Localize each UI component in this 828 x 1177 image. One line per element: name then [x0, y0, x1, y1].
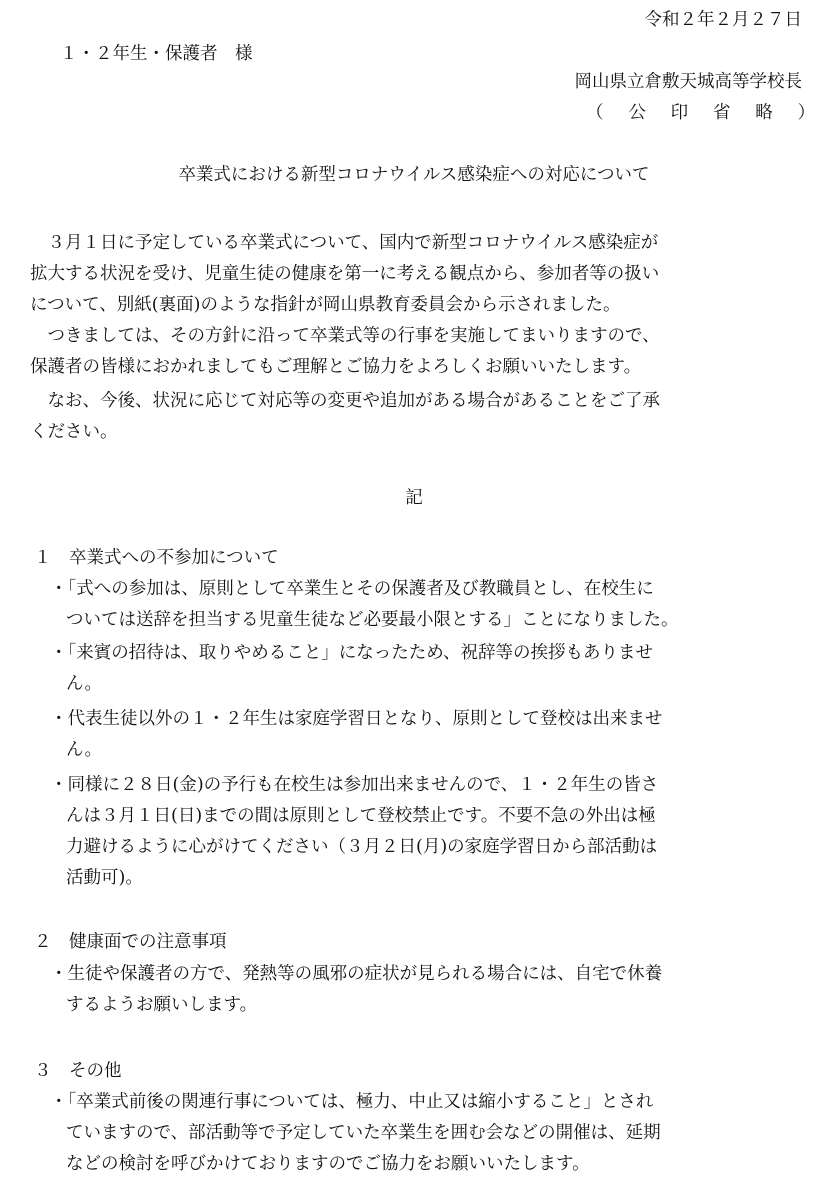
bullet-line: 力避けるように心がけてください（３月２日(月)の家庭学習日から部活動は: [66, 837, 658, 857]
bullet-item: [50, 574, 679, 636]
bullet-line: 活動可)。: [66, 868, 143, 888]
bullet-line: ・同様に２８日(金)の予行も在校生は参加出来ませんので、１・２年生の皆さ: [50, 775, 659, 795]
bullet-item: [50, 770, 658, 894]
document-title: 卒業式における新型コロナウイルス感染症への対応について: [178, 165, 650, 185]
sender-name: 岡山県立倉敷天城高等学校長: [574, 72, 802, 92]
bullet-line: ・「式への参加は、原則として卒業生とその保護者及び教職員とし、在校生に: [50, 579, 654, 599]
bullet-item: [50, 1087, 661, 1177]
bullet-line: ・「卒業式前後の関連行事については、極力、中止又は縮小すること」とされ: [50, 1092, 654, 1112]
bullet-line: ていますので、部活動等で予定していた卒業生を囲む会などの開催は、延期: [66, 1123, 661, 1143]
paragraph-line: について、別紙(裏面)のような指針が岡山県教育委員会から示されました。: [30, 295, 621, 315]
paragraph-line: ３月１日に予定している卒業式について、国内で新型コロナウイルス感染症が: [30, 233, 659, 253]
section-heading: ２ 健康面での注意事項: [34, 932, 227, 952]
document-date: 令和２年２月２７日: [644, 10, 802, 30]
body-paragraph: [30, 321, 660, 383]
bullet-line: ん。: [66, 740, 103, 760]
bullet-item: [50, 704, 663, 766]
bullet-line: んは３月１日(日)までの間は原則として登校禁止です。不要不急の外出は極: [66, 806, 656, 826]
section-heading: １ 卒業式への不参加について: [34, 548, 279, 568]
ki-heading: 記: [405, 488, 423, 508]
bullet-line: ・代表生徒以外の１・２年生は家庭学習日となり、原則として登校は出来ませ: [50, 709, 663, 729]
recipient-line: １・２年生・保護者 様: [60, 44, 253, 64]
bullet-item: [50, 638, 653, 700]
paragraph-line: 保護者の皆様におかれましてもご理解とご協力をよろしくお願いいたします。: [30, 357, 642, 377]
bullet-line: などの検討を呼びかけておりますのでご協力をお願いいたします。: [66, 1154, 590, 1174]
bullet-line: ん。: [66, 674, 103, 694]
body-paragraph: [30, 228, 659, 321]
bullet-line: するようお願いします。: [66, 995, 258, 1015]
bullet-line: ・生徒や保護者の方で、発熱等の風邪の症状が見られる場合には、自宅で休養: [50, 964, 663, 984]
seal-omitted-note: （ 公 印 省 略 ）: [586, 103, 825, 123]
section-heading: ３ その他: [34, 1061, 122, 1081]
paragraph-line: つきましては、その方針に沿って卒業式等の行事を実施してまいりますので、: [30, 326, 660, 346]
paragraph-line: 拡大する状況を受け、児童生徒の健康を第一に考える観点から、参加者等の扱い: [30, 264, 660, 284]
body-paragraph: [30, 386, 660, 448]
bullet-line: ・「来賓の招待は、取りやめること」になったため、祝辞等の挨拶もありませ: [50, 643, 654, 663]
bullet-line: ついては送辞を担当する児童生徒など必要最小限とする」ことになりました。: [66, 610, 679, 630]
bullet-item: [50, 959, 662, 1021]
paragraph-line: なお、今後、状況に応じて対応等の変更や追加がある場合があることをご了承: [30, 391, 660, 411]
paragraph-line: ください。: [30, 422, 118, 442]
